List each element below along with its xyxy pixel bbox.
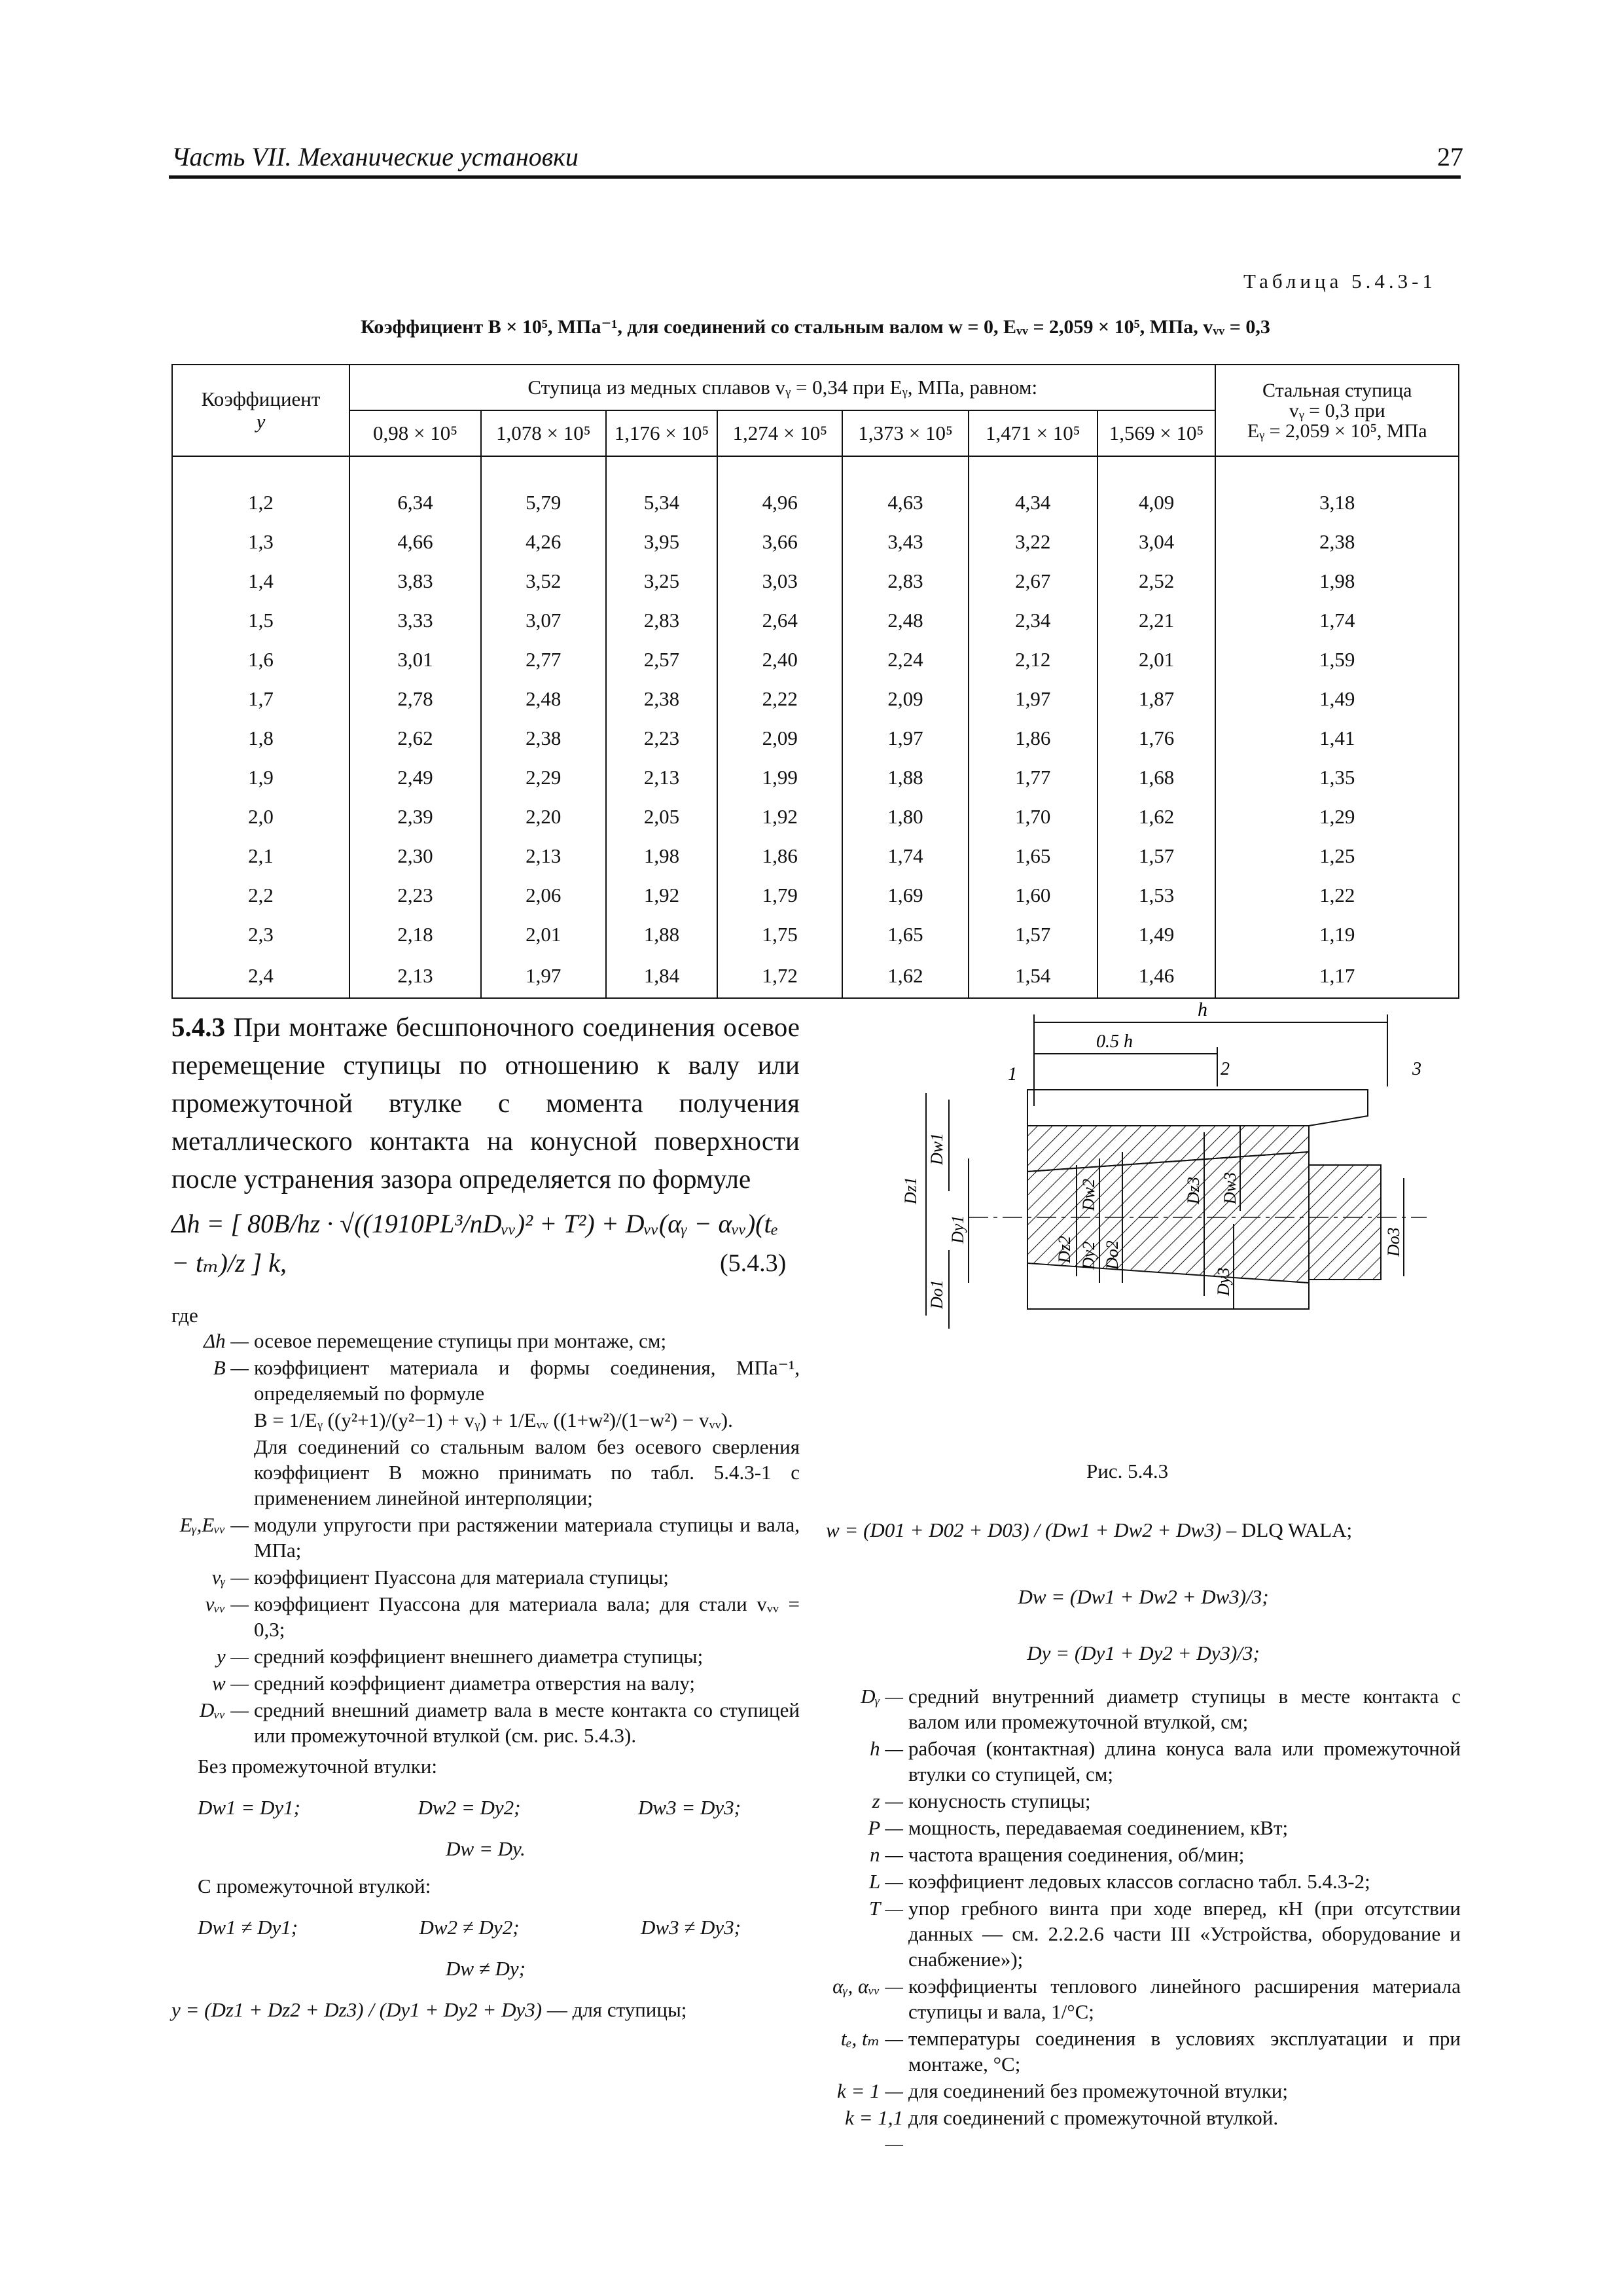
value-cell: 1,35 xyxy=(1215,758,1459,797)
y-formula-suffix: — для ступицы; xyxy=(546,1998,687,2021)
definition-symbol: vᵧ — xyxy=(211,1566,249,1588)
value-cell: 1,57 xyxy=(969,915,1097,954)
table-row xyxy=(172,522,1459,562)
definition-symbol: n — xyxy=(870,1843,903,1866)
value-cell: 2,38 xyxy=(1215,522,1459,562)
header-coefficient: Коэффициент y xyxy=(172,365,349,456)
label-do3: Do3 xyxy=(1384,1227,1403,1257)
value-cell: 6,34 xyxy=(349,483,481,522)
value-cell: 4,09 xyxy=(1097,483,1216,522)
sub-header-cell: 1,471 × 10⁵ xyxy=(969,410,1097,456)
value-cell: 3,01 xyxy=(349,640,481,679)
value-cell: 1,77 xyxy=(969,758,1097,797)
definition-item xyxy=(826,2026,1461,2077)
value-cell: 2,48 xyxy=(842,601,969,640)
definition-text: средний коэффициент диаметра отверстия на валу; xyxy=(254,1672,696,1695)
definition-symbol: Eᵧ,Eᵥᵥ — xyxy=(179,1513,249,1536)
value-cell: 1,84 xyxy=(606,954,718,998)
definition-text: для соединений с промежуточной втулкой. xyxy=(908,2106,1279,2129)
value-cell: 1,74 xyxy=(842,836,969,876)
sub-header-cell: 1,373 × 10⁵ xyxy=(842,410,969,456)
dw-formula: Dw = (Dw1 + Dw2 + Dw3)/3; xyxy=(1018,1585,1269,1608)
definition-symbol: L — xyxy=(869,1870,903,1893)
row-coefficient-cell: 1,2 xyxy=(172,483,349,522)
value-cell: 2,39 xyxy=(349,797,481,836)
section-paragraph xyxy=(171,1008,800,1198)
value-cell: 2,12 xyxy=(969,640,1097,679)
value-cell: 2,34 xyxy=(969,601,1097,640)
table-row xyxy=(172,601,1459,640)
definition-text: Для соединений со стальным валом без осевого сверления коэффициент B можно принимать по табл. 5.4.3-1 с применением линейной интерполяции; xyxy=(254,1435,800,1509)
row-coefficient-cell: 1,3 xyxy=(172,522,349,562)
definition-item xyxy=(826,1869,1461,1894)
row-coefficient-cell: 1,9 xyxy=(172,758,349,797)
value-cell: 2,09 xyxy=(842,679,969,719)
value-cell: 1,87 xyxy=(1097,679,1216,719)
definition-text: коэффициент Пуассона для материала вала; для стали vᵥᵥ = 0,3; xyxy=(254,1592,800,1641)
value-cell: 2,06 xyxy=(481,876,606,915)
definition-text: рабочая (контактная) длина конуса вала или промежуточной втулки со ступицей, см; xyxy=(908,1737,1461,1785)
row-coefficient-cell: 2,2 xyxy=(172,876,349,915)
value-cell: 2,48 xyxy=(481,679,606,719)
no-sleeve-total: Dw = Dy. xyxy=(446,1837,526,1860)
definition-item xyxy=(171,1512,800,1563)
definition-item xyxy=(826,2078,1461,2104)
sub-header-cell: 0,98 × 10⁵ xyxy=(349,410,481,456)
definition-item xyxy=(826,1788,1461,1814)
table-row xyxy=(172,876,1459,915)
definition-text: коэффициент материала и формы соединения, МПа⁻¹, определяемый по формуле xyxy=(254,1356,800,1405)
definition-symbol: αᵧ, αᵥᵥ — xyxy=(832,1975,903,1998)
label-2: 2 xyxy=(1221,1059,1230,1079)
value-cell: 2,13 xyxy=(481,836,606,876)
value-cell: 1,57 xyxy=(1097,836,1216,876)
w-formula-line xyxy=(826,1517,1461,1543)
value-cell: 1,49 xyxy=(1215,679,1459,719)
value-cell: 3,52 xyxy=(481,562,606,601)
definition-text: B = 1/Eᵧ ((y²+1)/(y²−1) + vᵧ) + 1/Eᵥᵥ ((1+w²)/(1−w²) − vᵥᵥ). xyxy=(254,1408,733,1431)
definition-item xyxy=(171,1434,800,1511)
table-row xyxy=(172,915,1459,954)
table-caption: Коэффициент B × 10⁵, МПа⁻¹, для соединений со стальным валом w = 0, Eᵥᵥ = 2,059 × 10⁵, МПа, vᵥᵥ = 0,3 xyxy=(361,316,1270,338)
definition-item xyxy=(826,1895,1461,1972)
definition-text: мощность, передаваемая соединением, кВт; xyxy=(908,1816,1289,1839)
value-cell: 3,66 xyxy=(717,522,842,562)
definition-item xyxy=(171,1697,800,1748)
value-cell: 2,30 xyxy=(349,836,481,876)
definition-symbol: Dᵥᵥ — xyxy=(199,1698,249,1721)
label-dy2: Dy2 xyxy=(1079,1241,1098,1270)
value-cell: 2,24 xyxy=(842,640,969,679)
value-cell: 2,20 xyxy=(481,797,606,836)
table-row xyxy=(172,562,1459,601)
dy-formula: Dy = (Dy1 + Dy2 + Dy3)/3; xyxy=(1027,1641,1260,1664)
definition-item xyxy=(171,1355,800,1406)
definition-text: средний внешний диаметр вала в месте контакта со ступицей или промежуточной втулкой (см. рис. 5.4.3). xyxy=(254,1698,800,1747)
value-cell: 3,83 xyxy=(349,562,481,601)
table-row xyxy=(172,719,1459,758)
table-row xyxy=(172,640,1459,679)
value-cell: 2,67 xyxy=(969,562,1097,601)
value-cell: 1,62 xyxy=(1097,797,1216,836)
value-cell: 1,99 xyxy=(717,758,842,797)
definitions-right xyxy=(826,1683,1461,2157)
definitions-left xyxy=(171,1302,800,2022)
definition-item xyxy=(826,2105,1461,2156)
defs-intro: где xyxy=(171,1304,198,1327)
value-cell: 2,62 xyxy=(349,719,481,758)
row-coefficient-cell: 2,1 xyxy=(172,836,349,876)
value-cell: 4,96 xyxy=(717,483,842,522)
label-1: 1 xyxy=(1008,1064,1017,1085)
sub-header-cell: 1,176 × 10⁵ xyxy=(606,410,718,456)
sub-header-cell: 1,078 × 10⁵ xyxy=(481,410,606,456)
label-h: h xyxy=(1198,1001,1207,1020)
running-header-title: Часть VII. Механические установки xyxy=(171,142,579,171)
coefficient-table xyxy=(171,364,1459,999)
value-cell: 1,68 xyxy=(1097,758,1216,797)
w-formula: w = (D01 + D02 + D03) / (Dw1 + Dw2 + Dw3) xyxy=(826,1518,1222,1541)
definition-item xyxy=(826,1973,1461,2024)
value-cell: 1,98 xyxy=(1215,562,1459,601)
hub-shaft-diagram xyxy=(851,1001,1459,1368)
definition-item xyxy=(826,1842,1461,1867)
value-cell: 1,88 xyxy=(842,758,969,797)
definition-item xyxy=(171,1670,800,1696)
row-coefficient-cell: 2,0 xyxy=(172,797,349,836)
table-row xyxy=(172,797,1459,836)
value-cell: 1,62 xyxy=(842,954,969,998)
definition-text: коэффициент Пуассона для материала ступицы; xyxy=(254,1566,669,1588)
label-dw2: Dw2 xyxy=(1079,1178,1098,1211)
definition-symbol: P — xyxy=(868,1816,903,1839)
definition-symbol: Dᵧ — xyxy=(861,1685,903,1708)
value-cell: 3,22 xyxy=(969,522,1097,562)
definition-symbol xyxy=(171,1434,254,1511)
label-dw1: Dw1 xyxy=(927,1132,946,1165)
label-dy3: Dy3 xyxy=(1214,1267,1233,1296)
value-cell: 1,49 xyxy=(1097,915,1216,954)
label-3: 3 xyxy=(1412,1059,1421,1079)
value-cell: 1,97 xyxy=(842,719,969,758)
definition-text: средний внутренний диаметр ступицы в месте контакта с валом или промежуточной втулкой, см; xyxy=(908,1685,1461,1733)
value-cell: 2,22 xyxy=(717,679,842,719)
value-cell: 1,54 xyxy=(969,954,1097,998)
header-rule xyxy=(169,175,1461,179)
label-dy1: Dy1 xyxy=(948,1215,967,1244)
label-dw3: Dw3 xyxy=(1221,1172,1240,1204)
value-cell: 1,25 xyxy=(1215,836,1459,876)
value-cell: 3,33 xyxy=(349,601,481,640)
definition-symbol: h — xyxy=(870,1737,903,1760)
value-cell: 2,21 xyxy=(1097,601,1216,640)
with-sleeve-total: Dw ≠ Dy; xyxy=(445,1957,526,1980)
value-cell: 4,63 xyxy=(842,483,969,522)
value-cell: 1,97 xyxy=(969,679,1097,719)
value-cell: 2,38 xyxy=(606,679,718,719)
definition-symbol: vᵥᵥ — xyxy=(205,1592,249,1615)
value-cell: 2,64 xyxy=(717,601,842,640)
value-cell: 2,83 xyxy=(842,562,969,601)
definition-text: модули упругости при растяжении материала ступицы и вала, МПа; xyxy=(254,1513,800,1562)
value-cell: 2,23 xyxy=(606,719,718,758)
label-dz2: Dz2 xyxy=(1055,1236,1074,1263)
value-cell: 1,86 xyxy=(969,719,1097,758)
value-cell: 2,13 xyxy=(349,954,481,998)
header-steel-hub: Стальная ступица vᵧ = 0,3 при Eᵧ = 2,059 × 10⁵, МПа xyxy=(1215,365,1459,456)
figure-caption: Рис. 5.4.3 xyxy=(1086,1460,1169,1482)
value-cell: 2,01 xyxy=(1097,640,1216,679)
value-cell: 1,53 xyxy=(1097,876,1216,915)
definition-symbol: k = 1,1 — xyxy=(845,2106,903,2155)
value-cell: 2,23 xyxy=(349,876,481,915)
value-cell: 3,18 xyxy=(1215,483,1459,522)
definition-item xyxy=(826,1736,1461,1787)
value-cell: 3,43 xyxy=(842,522,969,562)
row-coefficient-cell: 2,4 xyxy=(172,954,349,998)
definition-item xyxy=(171,1591,800,1642)
row-coefficient-cell: 1,5 xyxy=(172,601,349,640)
value-cell: 1,65 xyxy=(842,915,969,954)
table-row xyxy=(172,758,1459,797)
value-cell: 1,60 xyxy=(969,876,1097,915)
definition-text: осевое перемещение ступицы при монтаже, см; xyxy=(254,1329,667,1352)
value-cell: 1,76 xyxy=(1097,719,1216,758)
value-cell: 3,25 xyxy=(606,562,718,601)
value-cell: 1,92 xyxy=(717,797,842,836)
value-cell: 3,07 xyxy=(481,601,606,640)
value-cell: 1,74 xyxy=(1215,601,1459,640)
definition-text: средний коэффициент внешнего диаметра ступицы; xyxy=(254,1645,704,1668)
value-cell: 1,75 xyxy=(717,915,842,954)
row-coefficient-cell: 2,3 xyxy=(172,915,349,954)
value-cell: 1,59 xyxy=(1215,640,1459,679)
equation: Dw1 = Dy1; xyxy=(198,1796,300,1819)
header-copper-hub: Ступица из медных сплавов vᵧ = 0,34 при Eᵧ, МПа, равном: xyxy=(349,365,1215,410)
sub-header-cell: 1,569 × 10⁵ xyxy=(1097,410,1216,456)
value-cell: 1,70 xyxy=(969,797,1097,836)
value-cell: 1,79 xyxy=(717,876,842,915)
value-cell: 1,17 xyxy=(1215,954,1459,998)
value-cell: 2,40 xyxy=(717,640,842,679)
value-cell: 2,18 xyxy=(349,915,481,954)
definition-symbol: Δh — xyxy=(203,1329,249,1352)
definition-item xyxy=(171,1643,800,1669)
label-dz3: Dz3 xyxy=(1184,1177,1203,1204)
definition-symbol: k = 1 — xyxy=(837,2079,903,2102)
no-sleeve-heading: Без промежуточной втулки: xyxy=(198,1755,437,1778)
value-cell: 2,57 xyxy=(606,640,718,679)
value-cell: 2,05 xyxy=(606,797,718,836)
definition-text: упор гребного винта при ходе вперед, кН (при отсутствии данных — см. 2.2.2.6 части III «Устройства, оборудование и снабжение»); xyxy=(908,1897,1461,1971)
value-cell: 1,19 xyxy=(1215,915,1459,954)
definition-item xyxy=(826,1683,1461,1734)
row-coefficient-cell: 1,4 xyxy=(172,562,349,601)
w-formula-suffix: – DLQ WALA; xyxy=(1226,1518,1353,1541)
value-cell: 2,38 xyxy=(481,719,606,758)
value-cell: 2,78 xyxy=(349,679,481,719)
value-cell: 2,09 xyxy=(717,719,842,758)
definition-symbol: y — xyxy=(216,1645,249,1668)
label-dz1: Dz1 xyxy=(901,1177,920,1204)
definition-symbol: z — xyxy=(872,1789,903,1812)
definition-text: коэффициент ледовых классов согласно табл. 5.4.3-2; xyxy=(908,1870,1370,1893)
definition-item xyxy=(171,1328,800,1354)
table-label: Таблица 5.4.3-1 xyxy=(1243,270,1436,293)
formula-number: (5.4.3) xyxy=(720,1249,787,1277)
sub-header-cell: 1,274 × 10⁵ xyxy=(717,410,842,456)
label-half-h: 0.5 h xyxy=(1096,1031,1133,1052)
definition-symbol xyxy=(171,1407,254,1433)
value-cell: 2,29 xyxy=(481,758,606,797)
value-cell: 2,01 xyxy=(481,915,606,954)
value-cell: 1,29 xyxy=(1215,797,1459,836)
definition-symbol: w — xyxy=(212,1672,249,1695)
table-row xyxy=(172,836,1459,876)
value-cell: 1,92 xyxy=(606,876,718,915)
definition-text: конусность ступицы; xyxy=(908,1789,1091,1812)
definition-text: частота вращения соединения, об/мин; xyxy=(908,1843,1245,1866)
value-cell: 4,34 xyxy=(969,483,1097,522)
value-cell: 2,49 xyxy=(349,758,481,797)
section-number: 5.4.3 xyxy=(171,1012,225,1042)
formula-main: Δh = [ 80B/hz · √((1910PL³/nDᵥᵥ)² + T²) + Dᵥᵥ(αᵧ − αᵥᵥ)(tₑ − tₘ)/z ] k, xyxy=(171,1209,779,1278)
row-coefficient-cell: 1,7 xyxy=(172,679,349,719)
equation: Dw2 ≠ Dy2; xyxy=(419,1916,520,1939)
value-cell: 4,26 xyxy=(481,522,606,562)
page-number: 27 xyxy=(1437,142,1463,171)
row-coefficient-cell: 1,6 xyxy=(172,640,349,679)
definition-item xyxy=(171,1407,800,1433)
table-body xyxy=(172,456,1459,998)
value-cell: 1,41 xyxy=(1215,719,1459,758)
equation: Dw3 = Dy3; xyxy=(638,1796,741,1819)
definition-item xyxy=(171,1564,800,1590)
definition-text: температуры соединения в условиях эксплуатации и при монтаже, °С; xyxy=(908,2027,1461,2075)
value-cell: 2,77 xyxy=(481,640,606,679)
value-cell: 1,88 xyxy=(606,915,718,954)
value-cell: 3,03 xyxy=(717,562,842,601)
definition-text: для соединений без промежуточной втулки; xyxy=(908,2079,1288,2102)
definition-symbol: T — xyxy=(869,1897,903,1920)
value-cell: 2,83 xyxy=(606,601,718,640)
value-cell: 1,97 xyxy=(481,954,606,998)
equation: Dw2 = Dy2; xyxy=(418,1796,521,1819)
table-row xyxy=(172,954,1459,998)
value-cell: 3,04 xyxy=(1097,522,1216,562)
value-cell: 2,52 xyxy=(1097,562,1216,601)
value-cell: 1,80 xyxy=(842,797,969,836)
value-cell: 1,98 xyxy=(606,836,718,876)
table-row xyxy=(172,679,1459,719)
with-sleeve-heading: С промежуточной втулкой: xyxy=(198,1874,431,1897)
value-cell: 1,22 xyxy=(1215,876,1459,915)
definition-item xyxy=(826,1815,1461,1840)
label-do2: Do2 xyxy=(1103,1240,1122,1270)
value-cell: 1,46 xyxy=(1097,954,1216,998)
value-cell: 1,69 xyxy=(842,876,969,915)
equation: Dw1 ≠ Dy1; xyxy=(198,1916,298,1939)
y-formula: y = (Dz1 + Dz2 + Dz3) / (Dy1 + Dy2 + Dy3) xyxy=(171,1998,543,2021)
value-cell: 4,66 xyxy=(349,522,481,562)
value-cell: 5,79 xyxy=(481,483,606,522)
value-cell: 1,86 xyxy=(717,836,842,876)
equation: Dw3 ≠ Dy3; xyxy=(640,1916,741,1939)
value-cell: 3,95 xyxy=(606,522,718,562)
value-cell: 1,65 xyxy=(969,836,1097,876)
definition-symbol: B — xyxy=(213,1356,249,1379)
table-row xyxy=(172,483,1459,522)
section-text: При монтаже бесшпоночного соединения осевое перемещение ступицы по отношению к валу или промежуточной втулке с момента получения металлического контакта на конусной поверхности после устранения зазора определяется по формуле xyxy=(171,1012,800,1194)
value-cell: 5,34 xyxy=(606,483,718,522)
definition-symbol: tₑ, tₘ — xyxy=(840,2027,903,2050)
label-do1: Do1 xyxy=(927,1280,946,1309)
value-cell: 2,13 xyxy=(606,758,718,797)
definition-text: коэффициенты теплового линейного расширения материала ступицы и вала, 1/°С; xyxy=(908,1975,1461,2023)
row-coefficient-cell: 1,8 xyxy=(172,719,349,758)
value-cell: 1,72 xyxy=(717,954,842,998)
